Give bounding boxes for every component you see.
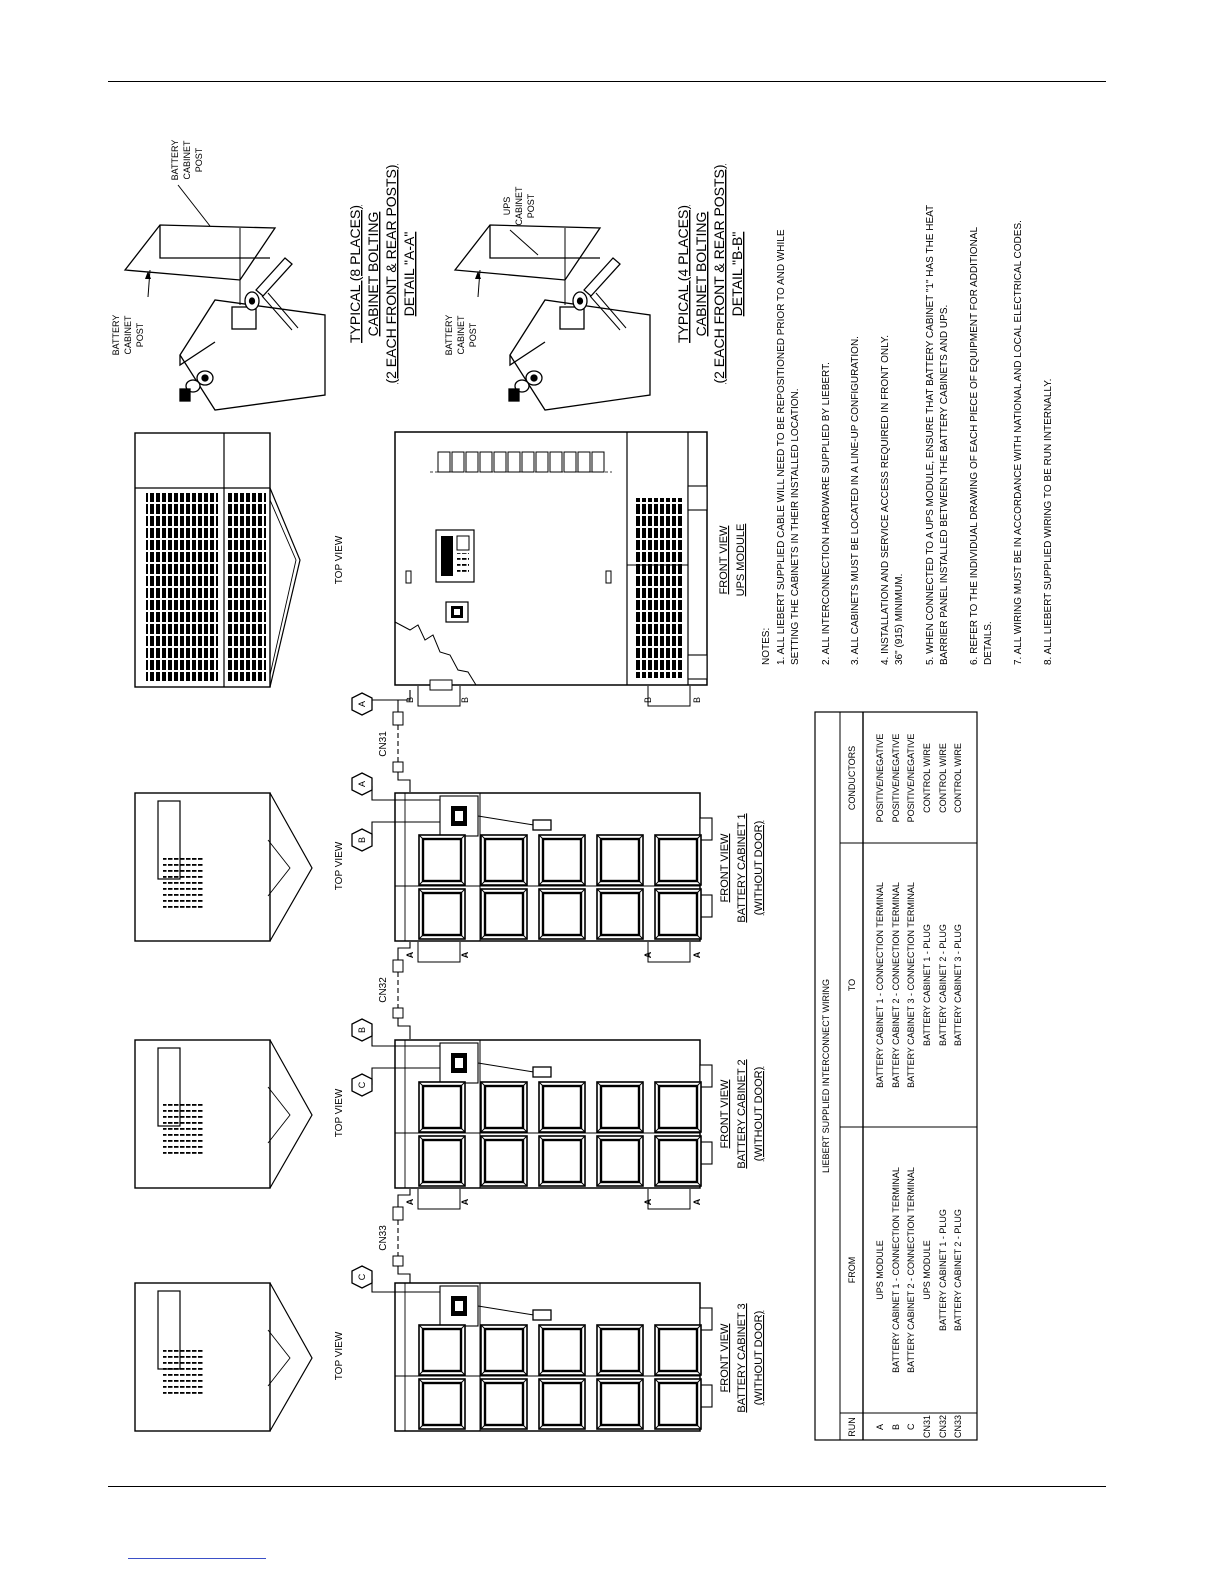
note-5b: BARRIER PANEL INSTALLED BETWEEN THE BATTERY CABINETS AND UPS. [939,304,950,665]
detail-b-line4: DETAIL "B-B" [729,231,745,317]
detail-b-line2: CABINET BOLTING [693,211,709,337]
callout-c-cab3 [352,1266,372,1288]
callout-b-cab2 [352,1019,372,1041]
battery-cabinet-2-top-view-label: TOP VIEW [334,1088,345,1138]
row-4-from: UPS MODULE [922,1240,932,1300]
battery-cabinet-1-without-door: (WITHOUT DOOR) [753,820,765,916]
table-header-to: TO [847,978,857,992]
battery-cabinet-2-front-view [395,1040,765,1188]
detail-a-battery-label-1: BATTERY [111,314,121,356]
battery-cabinet-1-front-view [395,793,765,941]
ups-top-view-label: TOP VIEW [334,535,345,585]
detail-b-b [444,164,745,410]
callout-a-ups-text: A [357,700,367,708]
row-3-conductors: POSITIVE/NEGATIVE [906,733,916,823]
section-a-cab2-2: A [460,1198,470,1206]
ups-front-view-label: FRONT VIEW [718,525,730,595]
row-4-conductors: CONTROL WIRE [922,743,932,813]
row-2-to: BATTERY CABINET 2 - CONNECTION TERMINAL [891,882,901,1088]
battery-cabinet-3-top-view [135,1283,345,1431]
detail-b-line3: (2 EACH FRONT & REAR POSTS) [711,164,727,384]
detail-a-a [111,140,417,410]
ups-module-label: UPS MODULE [735,523,747,597]
note-6b: DETAILS. [983,621,994,665]
table-header-conductors: CONDUCTORS [847,745,857,811]
interconnect-table [815,712,977,1440]
detail-a-line3: (2 EACH FRONT & REAR POSTS) [383,164,399,384]
section-a-cab1-2: A [460,951,470,959]
detail-a-cabinet-label-2: CABINET [182,140,192,180]
section-a-cab1-4: A [692,951,702,959]
battery-cabinet-2-name: BATTERY CABINET 2 [736,1059,748,1169]
row-6-from: BATTERY CABINET 2 - PLUG [953,1209,963,1331]
battery-cabinet-3-top-view-label: TOP VIEW [334,1331,345,1381]
row-2-from: BATTERY CABINET 1 - CONNECTION TERMINAL [891,1167,901,1373]
table-title: LIEBERT SUPPLIED INTERCONNECT WIRING [821,978,831,1174]
callout-b-cab1-text: B [357,836,367,844]
note-4b: 36" (915) MINIMUM. [894,573,905,665]
table-header-run: RUN [847,1417,857,1437]
battery-cabinet-3-front-view-label: FRONT VIEW [719,1323,731,1393]
callout-c-cab3-text: C [357,1273,367,1281]
note-8: 8. ALL LIEBERT SUPPLIED WIRING TO BE RUN INTERNALLY. [1043,378,1054,665]
detail-b-post-label-2: POST [526,193,536,219]
note-7: 7. ALL WIRING MUST BE IN ACCORDANCE WITH NATIONAL AND LOCAL ELECTRICAL CODES. [1013,220,1024,665]
note-1a: 1. ALL LIEBERT SUPPLIED CABLE WILL NEED TO BE REPOSITIONED PRIOR TO AND WHILE [776,229,787,665]
callout-c-cab2 [352,1074,372,1096]
detail-b-post-label-1: POST [468,322,478,348]
row-5-conductors: CONTROL WIRE [938,743,948,813]
notes-title: NOTES: [761,627,772,665]
section-a-cab2-3: A [643,1198,653,1206]
row-1-to: BATTERY CABINET 1 - CONNECTION TERMINAL [875,882,885,1088]
section-a-cab1-3: A [643,951,653,959]
row-1-from: UPS MODULE [875,1240,885,1300]
row-6-conductors: CONTROL WIRE [953,743,963,813]
section-a-cab1-1: A [405,951,415,959]
detail-a-line1: TYPICAL (8 PLACES) [347,205,363,343]
callout-a-cab1-text: A [357,780,367,788]
callout-a-cab1 [352,773,372,795]
battery-cabinet-1-top-view-label: TOP VIEW [334,841,345,891]
row-5-from: BATTERY CABINET 1 - PLUG [938,1209,948,1331]
detail-a-post-label-1: POST [135,322,145,348]
detail-b-cabinet-label-1: CABINET [456,315,466,355]
detail-b-battery-label: BATTERY [444,314,454,356]
notes [761,205,1054,665]
ups-section-b-left-1: B [405,696,415,704]
row-1-conductors: POSITIVE/NEGATIVE [875,733,885,823]
callout-b-cab1 [352,829,372,851]
detail-b-ups-label: UPS [502,196,512,216]
detail-a-line4: DETAIL "A-A" [401,231,417,317]
section-a-cab2-4: A [692,1198,702,1206]
note-6a: 6. REFER TO THE INDIVIDUAL DRAWING OF EACH PIECE OF EQUIPMENT FOR ADDITIONAL [969,226,980,665]
battery-cabinet-2-without-door: (WITHOUT DOOR) [753,1066,765,1162]
detail-a-post-label-2: POST [194,147,204,173]
note-3: 3. ALL CABINETS MUST BE LOCATED IN A LINE-UP CONFIGURATION. [850,336,861,665]
row-3-from: BATTERY CABINET 2 - CONNECTION TERMINAL [906,1167,916,1373]
detail-a-cabinet-label-1: CABINET [123,315,133,355]
battery-cabinet-2-front-view-label: FRONT VIEW [719,1079,731,1149]
row-2-conductors: POSITIVE/NEGATIVE [891,733,901,823]
callout-b-cab2-text: B [357,1026,367,1034]
battery-cabinet-1-top-view [135,793,345,941]
row-3-run: C [906,1423,916,1430]
callout-c-cab2-text: C [357,1081,367,1089]
ups-front-view [395,432,747,706]
detail-a-line2: CABINET BOLTING [365,211,381,337]
table-header-from: FROM [847,1256,857,1284]
ups-section-b-right-1: B [643,696,653,704]
section-a-cab2-1: A [405,1198,415,1206]
detail-b-cabinet-label-2: CABINET [514,186,524,226]
row-6-to: BATTERY CABINET 3 - PLUG [953,924,963,1046]
row-5-run: CN32 [938,1414,948,1438]
ups-section-b-left-2: B [460,696,470,704]
note-4a: 4. INSTALLATION AND SERVICE ACCESS REQUIRED IN FRONT ONLY. [880,334,891,665]
detail-b-line1: TYPICAL (4 PLACES) [675,205,691,343]
battery-cabinet-2-top-view [135,1040,345,1188]
cn32-label: CN32 [378,977,389,1003]
battery-cabinet-1-name: BATTERY CABINET 1 [736,813,748,923]
row-4-to: BATTERY CABINET 1 - PLUG [922,924,932,1046]
ups-section-b-right-2: B [692,696,702,704]
battery-cabinet-3-front-view [395,1283,765,1431]
note-2: 2. ALL INTERCONNECTION HARDWARE SUPPLIED BY LIEBERT. [821,362,832,665]
callout-a-ups [352,693,372,715]
note-1b: SETTING THE CABINETS IN THEIR INSTALLED LOCATION. [790,388,801,665]
ups-top-view [135,433,345,687]
row-3-to: BATTERY CABINET 3 - CONNECTION TERMINAL [906,882,916,1088]
row-5-to: BATTERY CABINET 2 - PLUG [938,924,948,1046]
row-6-run: CN33 [953,1414,963,1438]
cn31-label: CN31 [378,731,389,757]
battery-cabinet-3-name: BATTERY CABINET 3 [736,1303,748,1413]
detail-a-battery-label-2: BATTERY [170,139,180,181]
note-5a: 5. WHEN CONNECTED TO A UPS MODULE, ENSURE THAT BATTERY CABINET "1" HAS THE HEAT [925,204,936,665]
cn33-label: CN33 [378,1225,389,1251]
row-2-run: B [891,1423,901,1430]
battery-cabinet-1-front-view-label: FRONT VIEW [719,833,731,903]
battery-cabinet-3-without-door: (WITHOUT DOOR) [753,1310,765,1406]
row-4-run: CN31 [922,1414,932,1438]
row-1-run: A [875,1423,885,1430]
